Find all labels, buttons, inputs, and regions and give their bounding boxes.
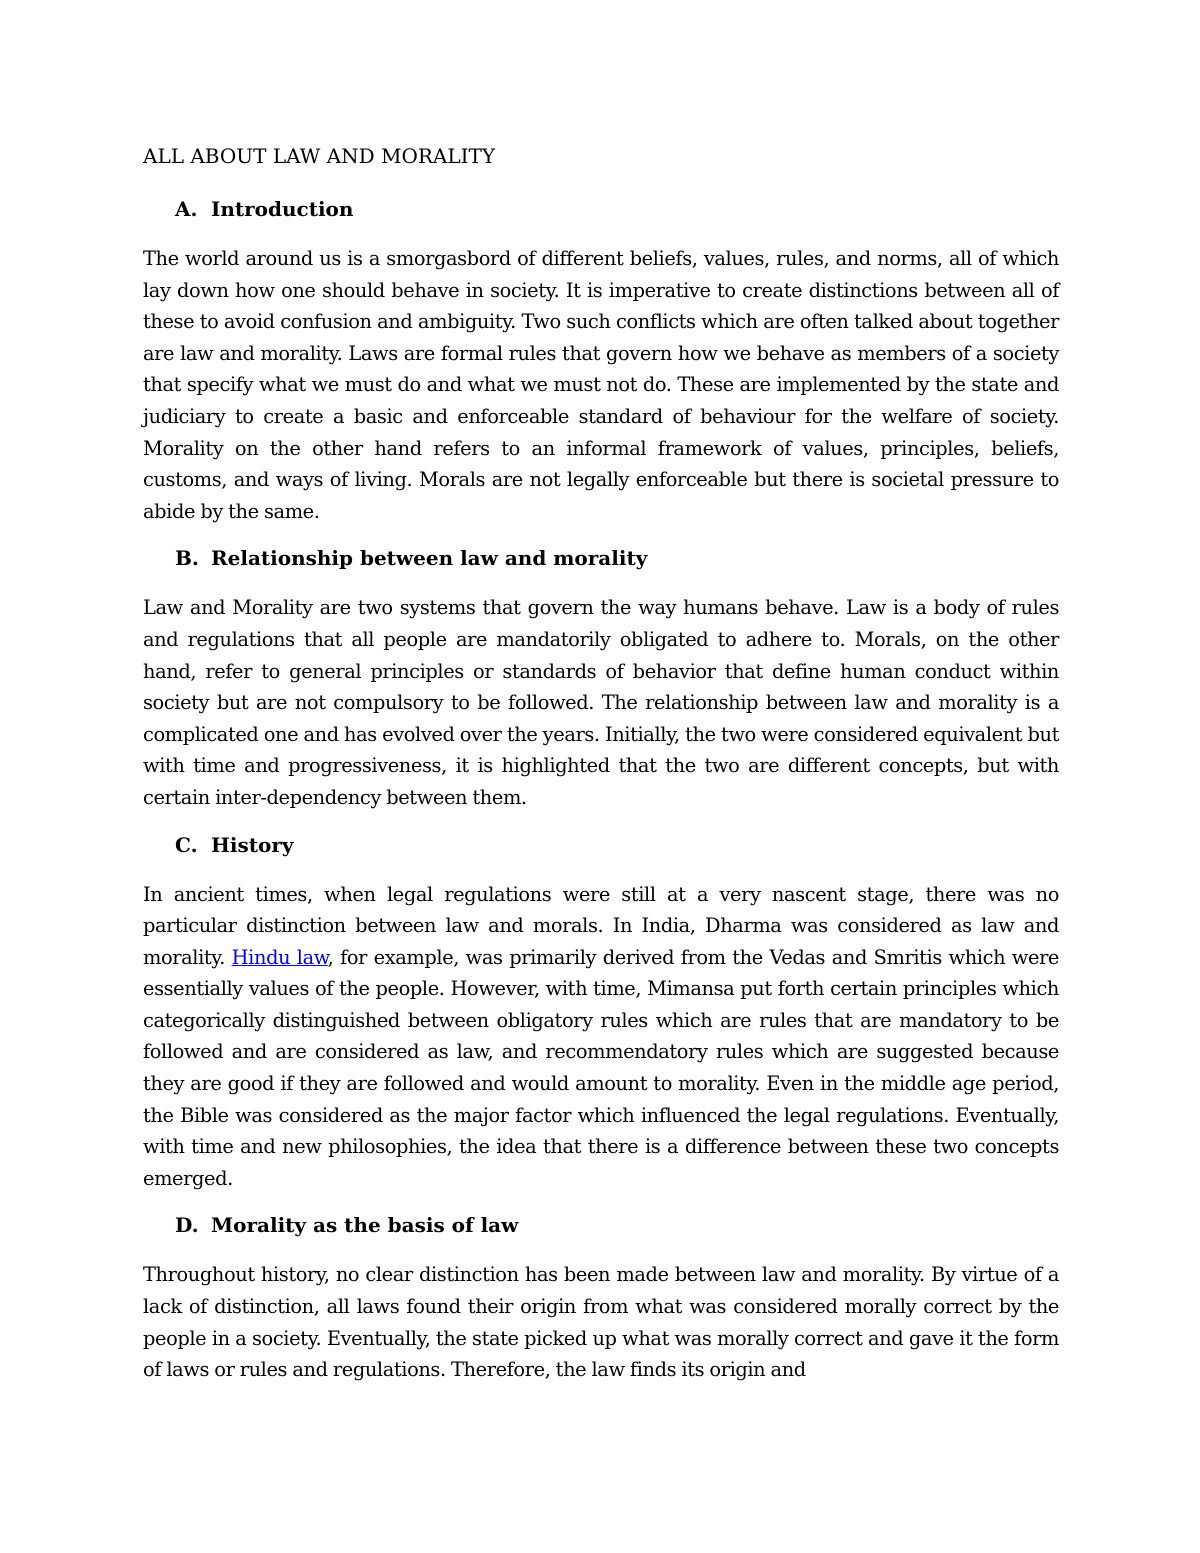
section-title: Relationship between law and morality: [211, 546, 648, 571]
section-heading-relationship: [143, 544, 1059, 572]
history-text-before-link: In ancient times, when legal regulations were still at a very nascent stage, there was no particular distinction between law and morals. In India, Dharma was considered as law and morality.: [143, 882, 1059, 969]
section-letter: C.: [175, 832, 198, 857]
paragraph-relationship: Law and Morality are two systems that govern the way humans behave. Law is a body of rules and regulations that all people are mandatorily obligated to adhere to. Morals, on the other hand, refer to general principles or standards of behavior that define human conduct within society but are not compulsory to be followed. The relationship between law and morality is a complicated one and has evolved over the years. Initially, the two were considered equivalent but with time and progressiveness, it is highlighted that the two are different concepts, but with certain inter-dependency between them.: [143, 596, 1059, 809]
paragraph-morality-basis: Throughout history, no clear distinction has been made between law and morality. By virtue of a lack of distinction, all laws found their origin from what was considered morally correct by the people in a society. Eventually, the state picked up what was morally correct and gave it the form of laws or rules and regulations. Therefore, the law finds its origin and: [143, 1263, 1059, 1382]
section-heading-morality-basis: [143, 1211, 1059, 1239]
section-letter: A.: [175, 197, 198, 221]
section-heading-history: [143, 831, 1059, 859]
document-page: [143, 142, 1059, 1403]
history-text-after-link: , for example, was primarily derived from the Vedas and Smritis which were essentially values of the people. However, with time, Mimansa put forth certain principles which categorically distinguished between obligatory rules which are rules that are mandatory to be followed and are considered as law, and recommendatory rules which are suggested because they are good if they are followed and would amount to morality. Even in the middle age period, the Bible was considered as the major factor which influenced the legal regulations. Eventually, with time and new philosophies, the idea that there is a difference between these two concepts emerged.: [143, 945, 1060, 1190]
section-letter: B.: [175, 546, 199, 571]
section-title: History: [211, 832, 294, 857]
paragraph-history: [143, 879, 1059, 1195]
section-letter: D.: [175, 1213, 199, 1238]
section-title: Introduction: [211, 197, 354, 221]
hindu-law-link[interactable]: Hindu law: [231, 945, 328, 969]
paragraph-introduction: The world around us is a smorgasbord of different beliefs, values, rules, and norms, all of which lay down how one should behave in society. It is imperative to create distinctions between all of these to avoid confusion and ambiguity. Two such conflicts which are often talked about together are law and morality. Laws are formal rules that govern how we behave as members of a society that specify what we must do and what we must not do. These are implemented by the state and judiciary to create a basic and enforceable standard of behaviour for the welfare of society. Morality on the other hand refers to an informal framework of values, principles, beliefs, customs, and ways of living. Morals are not legally enforceable but there is societal pressure to abide by the same.: [143, 247, 1059, 523]
section-heading-introduction: [143, 195, 1059, 223]
section-title: Morality as the basis of law: [211, 1213, 519, 1238]
document-title: ALL ABOUT LAW AND MORALITY: [143, 144, 496, 168]
